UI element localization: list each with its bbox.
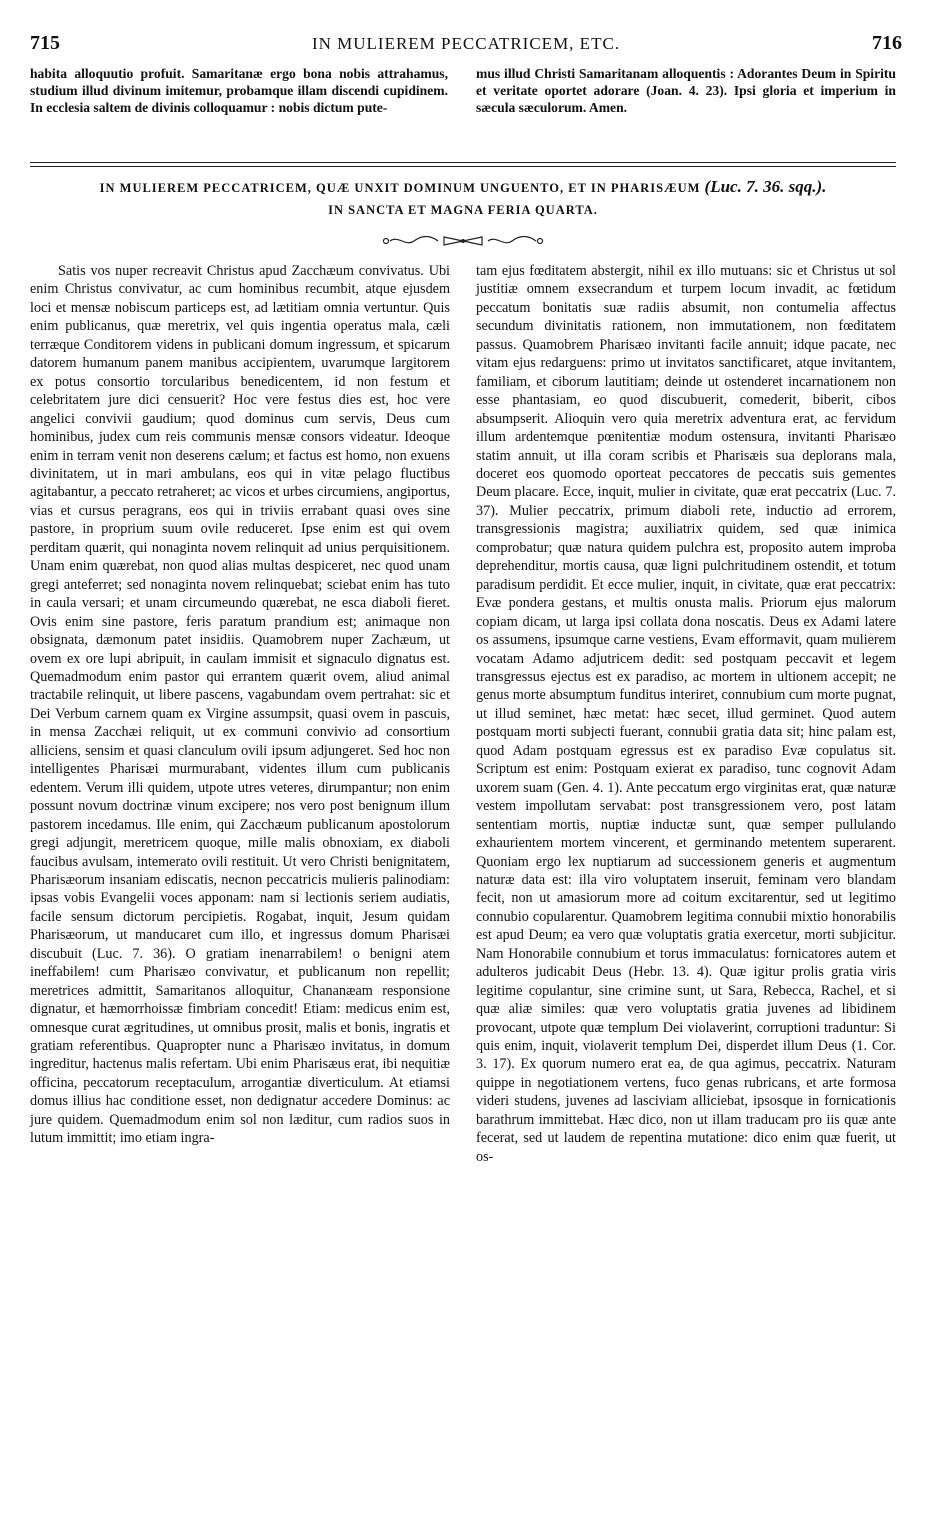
page-number-left: 715: [30, 32, 60, 54]
ornament-divider-icon: [380, 234, 546, 248]
top-right-paragraph: mus illud Christi Samaritanam alloquentis : Adorantes Deum in Spiritu et veritate oportet adorare (Joan. 4. 23). Ipsi gloria et imperium in sæcula sæculorum. Amen.: [476, 66, 896, 115]
heading-title: IN MULIEREM PECCATRICEM, QUÆ UNXIT DOMINUM UNGUENTO, ET IN PHARISÆUM: [99, 181, 701, 195]
body-left-column: [30, 262, 450, 1148]
top-right-column: [476, 66, 896, 116]
heading-line-1: [30, 176, 896, 199]
running-head: [30, 32, 902, 56]
body-right-text: tam ejus fœditatem abstergit, nihil ex illo mutuans: sic et Christus ut sol justitiæ omnem exsecrandum et turpem locum invadit, ac fœtidum peccatum bonitatis suæ radiis absumit, non contumelia affectus secundum divinitatis rationem, non immutationem, non fœditatem passus. Quamobrem Pharisæo invitanti facile annuit; idque pacate, nec vitam ejus redarguens: primo ut invitatos sanctificaret, atque invitantem, familiam, et ciborum lautitiam; deinde ut ostenderet incarnationem non esse phantasiam, eo quod discubuerit, comederit, biberit, cibos absumpserit. Alioquin vero quia meretrix adventura erat, ac fervidum illum ardentemque pœnitentiæ modum ostensura, invitanti Pharisæo statim annuit, ut illa coram scribis et Pharisæis sua deplorans mala, doceret eos quomodo oporteat peccatores de peccatis suis gementes Deum placare. Ecce, inquit, mulier in civitate, quæ erat peccatrix (Luc. 7. 37). Mulier peccatrix, primum diaboli rete, inductio ad errorem, transgressionis magistra; auxiliatrix quidem, sed quæ inimica comprobatur; quæ natura quidem pulchra est, proposito autem improba deprehenditur, mortis causa, quæ ligni pulchritudinem ostendit, et totum paradisum perdidit. Et ecce mulier, inquit, in civitate, quæ erat peccatrix: Evæ pondera gestans, et multis onusta malis. Priorum ejus malorum copiam dicam, ut larga ipsi collata dona noscatis. Deus ex Adami latere os assumens, ipsumque carne vestiens, Evam efformavit, quam mulierem vocatam Adamo adjutricem dedit: sed postquam peccavit et legem transgressus ejectus est ex paradiso, ac mortem in ultionem accepit; ne genus morte absumptum funditus interiret, connubium cum morte pugnat, ut illud seminet, hæc metat: hæc secet, illud germinet. Quod autem postquam morti subjecti fuerant, connubii gratia data sit; hinc palam est, quod Adam postquam egressus est ex paradiso Evæ copulatus sit. Scriptum est enim: Postquam exierat ex paradiso, tunc cognovit Adam uxorem suam (Gen. 4. 1). Ante peccatum ergo virginitas erat, quæ naturæ vestem impollutam servabat: post transgressionem vero, post latam sententiam mortis, nuptiæ inductæ sunt, quæ semper pullulando exhaurientem mortem vincerent, et germinando metentem superarent. Quoniam ergo lex nuptiarum ad successionem generis et augmentum naturæ data est: illa viro voluptatem inseruit, feminam vero blandam fecit, non ut amasiorum more ad coitum excitarentur, sed ut legitimo connubio copularentur. Quamobrem legitima connubii mixtio honorabilis est apud Deum; ea vero quæ voluptatis gratia exercetur, morti subjicitur. Nam Honorabile connubium et torus immaculatus: fornicatores autem et adulteros judicabit Deus (Hebr. 13. 4). Quæ igitur prolis gratia viris legitime copulantur, sine crimine sunt, ut Sara, Rebecca, Rachel, et si quæ aliæ similes: quæ vero voluptatis gratia juvenes ad libidinem provocant, utpote quæ templum Dei violaverint, corruptioni traduntur: Si quis enim, inquit, violaverit templum Dei, disperdet illum Deus (1. Cor. 3. 17). Ex quorum numero erat ea, de qua agimus, peccatrix. Naturam quippe in negotiationem vertens, fuco genas rubricans, et arte formosa videri studens, juvenes ad lasciviam alliciebat, ipsosque in fornicationis barathrum immittebat. Hæc dico, non ut illam traducam pro iis quæ ante fecerat, sed ut laudem de repentina mutatione: dico enim quæ fuerit, ut os-: [476, 263, 896, 1165]
section-heading: [30, 176, 896, 221]
page-number-right: 716: [872, 32, 902, 54]
running-title: IN MULIEREM PECCATRICEM, ETC.: [311, 34, 621, 53]
heading-line-2: IN SANCTA ET MAGNA FERIA QUARTA.: [328, 203, 598, 217]
body-left-text: Satis vos nuper recreavit Christus apud Zacchæum convivatus. Ubi enim Christus convivatur, ac cum hominibus recumbit, atque ejusdem loci et mensæ nobiscum particeps est, ad lætitiam omnia vertuntur. Quis enim publicanus, quæ meretrix, vel quis ingentia operatus mala, cæli terræque Conditorem videns in publicani domum ingressum, et spicarum datorem humanum panem manibus accipientem, uvarumque largitorem ex potus consortio torcularibus benedicentem, id non festum et celebritatem jure dici censuerit? Hoc vere festus dies est, hoc vere angelici convivii gaudium; quod dominus cum servis, Deus cum hominibus, judex cum reis communis mensæ consors videatur. Ideoque enim in terram venit non deserens cælum; et factus est homo, non exuens divinitatem, ut in mari ambulans, eos qui in vitæ pelago fluctibus agitabantur, a peccato retraheret; ac vicos et urbes circumiens, angiportus, vias et cursus peragrans, eos qui in triviis errabant quasi oves sine pastore, in proprium suum ovile reduceret. Ipse enim est qui ovem perditam quærit, qui nonaginta novem relinquit ad unius perquisitionem. Unam enim quærebat, non quod alias multas despiceret, nec quod unam gregi anteferret; sed nonaginta novem relinquebat; sciebat enim has tuto in caula versari; et unam circumeundo quærebat, ne esca diaboli fieret. Ovis enim sine pastore, feris paratum prandium est; animaque non obsignata, dæmonum patet insidiis. Quamobrem nuper Zachæum, ut ovem ex ore lupi abripuit, in caulam immisit et signaculo dignatus est. Quemadmodum enim pastor qui errantem quærit ovem, aliud animal tractabile relinquit, ut libere pascens, vagabundam ovem pertrahat: sic et Dei Verbum carnem quam ex Virgine assumpsit, quasi ovem in pascuis, in mensa Zacchæi reliquit, ut ex communi convivio ad consortium alliciens, sensim et quasi clanculum ovili ipsum adjungeret. Sed hoc non intelligentes Pharisæi murmurabant, videntes illum cum publicanis edentem. Verum illi quidem, utpote utres veteres, dirumpantur; non enim possunt novum doctrinæ vinum excipere; nos vero post benignum illum pastorem incedamus. Ille enim, qui Zacchæum publicanum apostolorum gregi adjungit, meretricem quoque, mille malis obnoxiam, ex diaboli faucibus avulsam, intemerato ovili restituit. Ut vero Christi benignitatem, Pharisæorum insaniam ediscatis, necnon peccatricis mulieris palinodiam: ipsas vobis Evangelii voces apponam: nam si lectionis seriem audiatis, facile sensum dictorum percipietis. Rogabat, inquit, Jesum quidam Pharisæorum, ut manducaret cum illo, et ingressus domum Pharisæi discubuit (Luc. 7. 36). O gratiam inenarrabilem! o benigni atem ineffabilem! cum Pharisæo convivatur, et publicanum non repellit; meretrices admittit, Samaritanos alloquitur, Chananæam responsione dignatur, et hæmorrhoissæ fimbriam concedit! Etiam: medicus enim est, omnesque curat ægritudines, ut omnibus prosit, malis et bonis, ingratis et gratiam referentibus. Quapropter nunc a Pharisæo invitatus, in domum ingreditur, hactenus malis refertam. Ubi enim Pharisæus erat, ibi nequitiæ officina, peccatorum receptaculum, arrogantiæ diverticulum. At etiamsi domus illius hac conditione esset, non dedignatur accedere Dominus: ac jure quidem. Quemadmodum enim sol non læditur, cum radios suos in lutum immittit; imo etiam ingra-: [30, 263, 450, 1147]
section-rule-bottom: [30, 166, 896, 167]
top-left-column: [30, 66, 448, 116]
previous-homily-ending: [30, 66, 896, 150]
section-rule-top: [30, 162, 896, 163]
top-left-paragraph: habita alloquutio profuit. Samaritanæ ergo bona nobis attrahamus, studium illud divinum imitemur, probamque illam discendi cupidinem. In ecclesia saltem de divinis colloquamur : nobis dictum pute-: [30, 66, 448, 115]
body-right-column: [476, 262, 896, 1166]
heading-reference: (Luc. 7. 36. sqq.).: [704, 177, 827, 196]
homily-body: [30, 262, 896, 1502]
